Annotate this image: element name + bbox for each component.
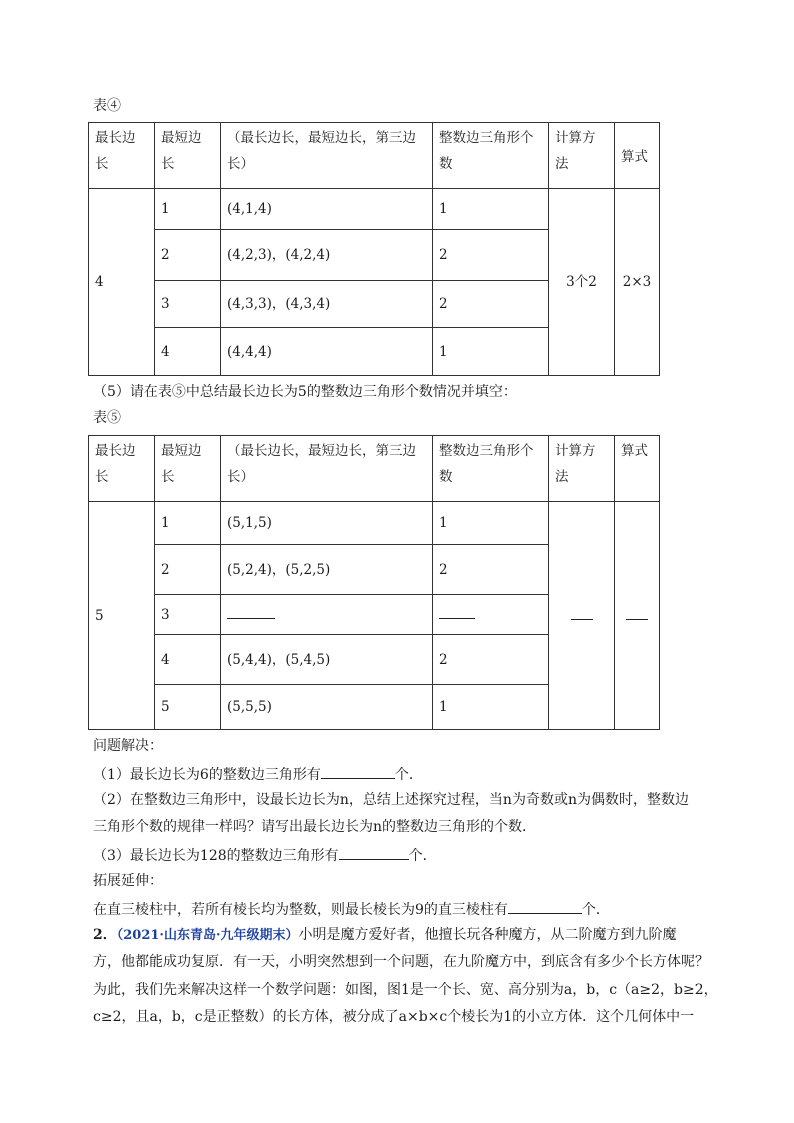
question-3-blank[interactable] [339, 845, 409, 860]
table-cell: (5,5,5) [221, 685, 433, 730]
question-1-end: 个． [394, 767, 423, 783]
table4-header-longest: 最长边长 [89, 123, 155, 189]
table4-header-count: 整数边三角形个数 [433, 123, 549, 189]
solve-heading: 问题解决： [93, 738, 163, 754]
table5-caption: 表⑤ [93, 410, 121, 426]
table4-header-method: 计算方法 [549, 123, 615, 189]
problem-2-source: （2021·山东青岛·九年级期末） [116, 928, 299, 943]
table5-formula-blank[interactable] [615, 502, 660, 730]
table-cell: (4,3,3)，(4,3,4) [221, 281, 433, 328]
question-1 [93, 764, 423, 784]
problem-2-line-2: 方，他都能成功复原．有一天，小明突然想到一个问题，在九阶魔方中，到底含有多少个长方体呢？ [93, 954, 709, 970]
table5 [88, 435, 660, 730]
table-cell: (5,2,4)，(5,2,5) [221, 545, 433, 595]
table4-header-shortest: 最短边长 [155, 123, 221, 189]
question-3 [93, 845, 437, 865]
table5-header-count: 整数边三角形个数 [433, 436, 549, 502]
table-cell: 2 [155, 545, 221, 595]
table5-header-triples: （最长边长，最短边长，第三边长） [221, 436, 433, 502]
table5-header-method: 计算方法 [549, 436, 615, 502]
table5-header-longest: 最长边长 [89, 436, 155, 502]
table-cell: (5,1,5) [221, 502, 433, 545]
table-cell: 1 [155, 189, 221, 230]
table-cell: 1 [433, 189, 549, 230]
table-cell: 4 [155, 328, 221, 376]
question-2-line-1: （2）在整数边三角形中，设最长边长为n，总结上述探究过程，当n为奇数或n为偶数时，整数边 [93, 792, 689, 808]
table5-count-blank[interactable] [433, 595, 549, 635]
table-cell: (4,1,4) [221, 189, 433, 230]
table4-longest: 4 [89, 189, 155, 376]
problem-2-line-3: 为此，我们先来解决这样一个数学问题：如图，图1是一个长、宽、高分别为a，b，c（a≥2，b≥2， [93, 982, 718, 998]
problem-2-line-1 [93, 926, 676, 945]
table-cell: 5 [155, 685, 221, 730]
problem-2-number: 2． [93, 927, 117, 943]
table-cell: 2 [155, 230, 221, 281]
table4-caption: 表④ [93, 98, 121, 114]
table4-formula: 2×3 [615, 189, 660, 376]
question-1-blank[interactable] [321, 764, 395, 779]
table-cell: 1 [433, 328, 549, 376]
extend-question [93, 899, 610, 919]
table-cell: (4,2,3)，(4,2,4) [221, 230, 433, 281]
table4 [88, 122, 660, 376]
table5-method-blank[interactable] [549, 502, 615, 730]
question-3-end: 个． [408, 848, 437, 864]
table4-header-triples: （最长边长，最短边长，第三边长） [221, 123, 433, 189]
extend-heading: 拓展延伸： [93, 873, 163, 889]
question-1-text: （1）最长边长为6的整数边三角形有 [93, 767, 321, 783]
table5-triples-blank[interactable] [221, 595, 433, 635]
table-cell: 3 [155, 595, 221, 635]
table5-longest: 5 [89, 502, 155, 730]
table-cell: 3 [155, 281, 221, 328]
extend-question-text: 在直三棱柱中，若所有棱长均为整数，则最长棱长为9的直三棱柱有 [93, 902, 508, 918]
problem-2-text-1: 小明是魔方爱好者，他擅长玩各种魔方，从二阶魔方到九阶魔 [298, 927, 677, 943]
table-cell: 1 [433, 685, 549, 730]
table-cell: 2 [433, 635, 549, 685]
table4-header-formula: 算式 [615, 123, 660, 189]
table-cell: 2 [433, 545, 549, 595]
problem-2-line-4: c≥2，且a，b，c是正整数）的长方体，被分成了a×b×c个棱长为1的小立方体．这个几何体中一 [93, 1009, 695, 1025]
table-cell: 2 [433, 281, 549, 328]
table-cell: (5,4,4)，(5,4,5) [221, 635, 433, 685]
table-cell: 4 [155, 635, 221, 685]
extend-question-end: 个． [581, 902, 610, 918]
question-2-line-2: 三角形个数的规律一样吗？请写出最长边长为n的整数边三角形的个数． [93, 819, 537, 835]
table-cell: 1 [155, 502, 221, 545]
table5-header-formula: 算式 [615, 436, 660, 502]
table-cell: 2 [433, 230, 549, 281]
table5-header-shortest: 最短边长 [155, 436, 221, 502]
instruction-5: （5）请在表⑤中总结最长边长为5的整数边三角形个数情况并填空： [93, 384, 517, 400]
table-cell: 1 [433, 502, 549, 545]
extend-blank[interactable] [508, 899, 582, 914]
question-3-text: （3）最长边长为128的整数边三角形有 [93, 848, 339, 864]
table4-method: 3个2 [549, 189, 615, 376]
table-cell: (4,4,4) [221, 328, 433, 376]
